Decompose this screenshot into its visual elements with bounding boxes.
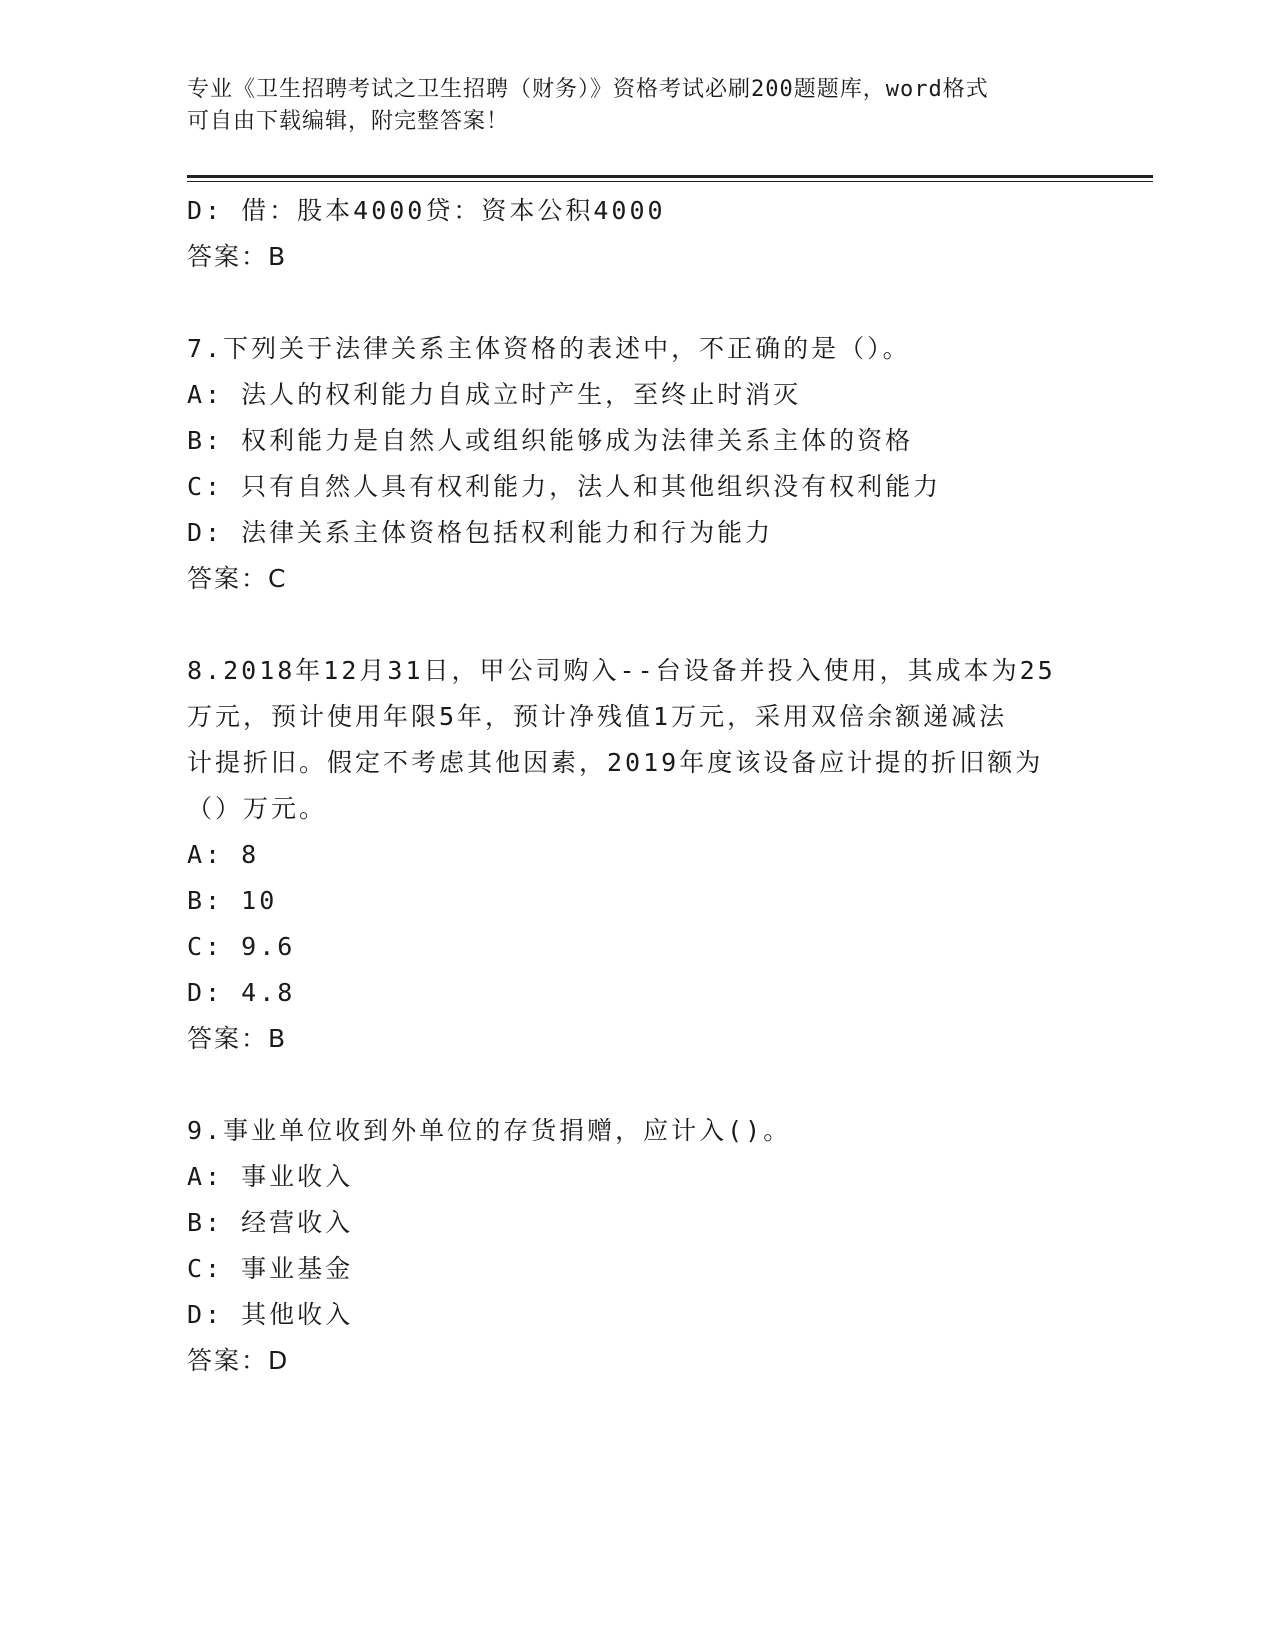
answer: 答案：C [187, 564, 288, 593]
prev-option-d: D: 借：股本4000贷：资本公积4000 [187, 196, 666, 225]
spacer [187, 1062, 1087, 1108]
question-stem-line-1: 8.2018年12月31日，甲公司购入--台设备并投入使用，其成本为25 [187, 656, 1056, 685]
option-a: A: 法人的权利能力自成立时产生，至终止时消灭 [187, 380, 802, 409]
question-stem: 9.事业单位收到外单位的存货捐赠，应计入()。 [187, 1116, 792, 1145]
option-b: B: 权利能力是自然人或组织能够成为法律关系主体的资格 [187, 426, 914, 455]
spacer [187, 280, 1087, 326]
question-7 [187, 326, 1087, 602]
option-d: D: 法律关系主体资格包括权利能力和行为能力 [187, 518, 774, 547]
header-line-2: 可自由下载编辑，附完整答案！ [187, 109, 510, 134]
option-d: D: 4.8 [187, 978, 296, 1007]
option-c: C: 只有自然人具有权利能力，法人和其他组织没有权利能力 [187, 472, 942, 501]
option-b: B: 经营收入 [187, 1208, 354, 1237]
header-divider-thick [187, 175, 1153, 178]
document-header [187, 74, 1087, 138]
option-a: A: 8 [187, 840, 260, 869]
option-a: A: 事业收入 [187, 1162, 354, 1191]
question-8 [187, 648, 1087, 1062]
question-stem-line-3: 计提折旧。假定不考虑其他因素，2019年度该设备应计提的折旧额为 [187, 748, 1044, 777]
question-9 [187, 1108, 1087, 1384]
option-d: D: 其他收入 [187, 1300, 354, 1329]
header-divider-thin [187, 181, 1153, 182]
prev-answer: 答案：B [187, 242, 288, 271]
spacer [187, 602, 1087, 648]
answer: 答案：B [187, 1024, 288, 1053]
option-c: C: 9.6 [187, 932, 296, 961]
answer: 答案：D [187, 1346, 290, 1375]
question-stem-line-2: 万元，预计使用年限5年，预计净残值1万元，采用双倍余额递减法 [187, 702, 1008, 731]
question-stem: 7.下列关于法律关系主体资格的表述中，不正确的是（）。 [187, 334, 911, 363]
header-line-1: 专业《卫生招聘考试之卫生招聘（财务）》资格考试必刷200题题库，word格式 [187, 77, 989, 102]
question-stem-line-4: （）万元。 [187, 794, 328, 823]
question-list [187, 188, 1087, 1384]
option-b: B: 10 [187, 886, 278, 915]
option-c: C: 事业基金 [187, 1254, 354, 1283]
